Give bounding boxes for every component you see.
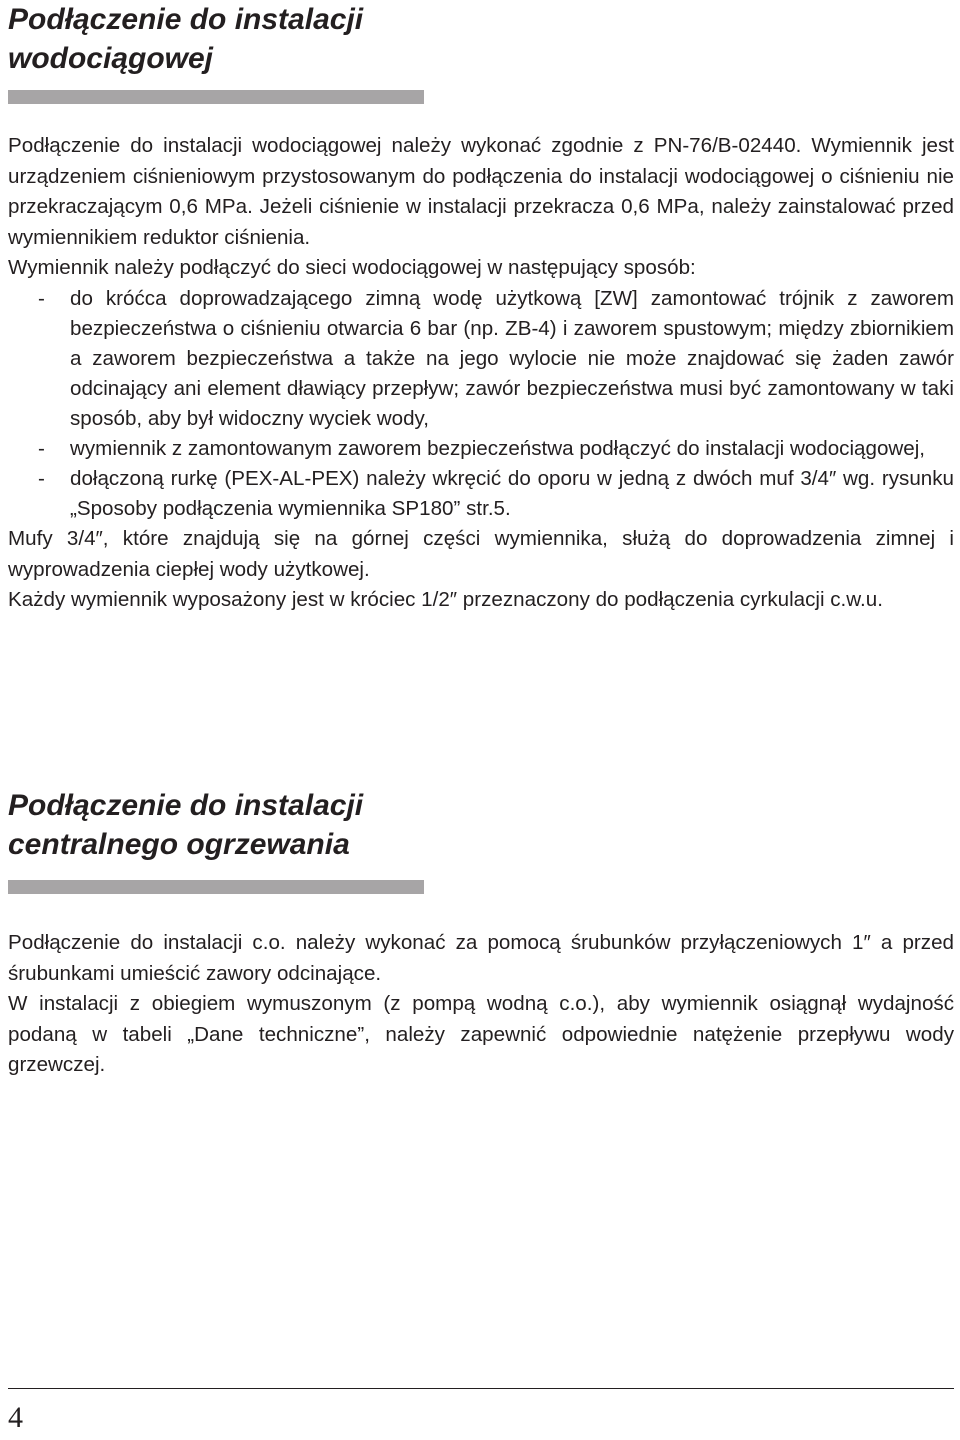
- section-title-heating: [8, 786, 363, 864]
- section-title-line: wodociągowej: [8, 42, 214, 75]
- section-title-underline: [8, 90, 424, 104]
- section-body-water: [8, 131, 954, 616]
- section-title-line: Podłączenie do instalacji: [8, 789, 364, 822]
- list-item: [8, 284, 954, 434]
- list-item-text: dołączoną rurkę (PEX-AL-PEX) należy wkręcić do oporu w jedną z dwóch muf 3/4″ wg. rysunku „Sposoby podłączenia wymiennika SP180” str.5.: [70, 466, 954, 520]
- section-body-heating: [8, 928, 954, 1081]
- section-title-line: Podłączenie do instalacji: [8, 3, 364, 36]
- list-item-text: do króćca doprowadzającego zimną wodę użytkową [ZW] zamontować trójnik z zaworem bezpieczeństwa o ciśnieniu otwarcia 6 bar (np. ZB-4) i zaworem spustowym; między zbiornikiem a zaworem bezpieczeństwa a także na jego wylocie nie może znajdować się żaden zawór odcinający ani element dławiący przepływ; zawór bezpieczeństwa musi być zamontowany w taki sposób, aby był widoczny wyciek wody,: [70, 286, 954, 430]
- connection-steps-list: [8, 284, 954, 524]
- manual-page: [8, 0, 954, 1440]
- body-paragraph: Każdy wymiennik wyposażony jest w króciec 1/2″ przeznaczony do podłączenia cyrkulacji c.w.u.: [8, 588, 883, 612]
- list-marker: -: [38, 286, 45, 310]
- list-item: [8, 434, 954, 464]
- body-paragraph: Podłączenie do instalacji wodociągowej należy wykonać zgodnie z PN-76/B-02440. Wymiennik jest urządzeniem ciśnieniowym przystosowanym do podłączenia do instalacji wodociągowej o ciśnieniu nie przekraczającym 0,6 MPa. Jeżeli ciśnienie w instalacji przekracza 0,6 MPa, należy zainstalować przed wymiennikiem reduktor ciśnienia.: [8, 134, 954, 249]
- section-title-line: centralnego ogrzewania: [8, 828, 350, 861]
- page-number: 4: [8, 1401, 23, 1434]
- footer-divider: [8, 1388, 954, 1389]
- body-paragraph: Podłączenie do instalacji c.o. należy wykonać za pomocą śrubunków przyłączeniowych 1″ a przed śrubunkami umieścić zawory odcinające.: [8, 931, 954, 985]
- list-item-text: wymiennik z zamontowanym zaworem bezpieczeństwa podłączyć do instalacji wodociągowej,: [70, 436, 926, 460]
- body-paragraph: Mufy 3/4″, które znajdują się na górnej części wymiennika, służą do doprowadzenia zimnej i wyprowadzenia ciepłej wody użytkowej.: [8, 526, 954, 581]
- body-paragraph: W instalacji z obiegiem wymuszonym (z pompą wodną c.o.), aby wymiennik osiągnął wydajność podaną w tabeli „Dane techniczne”, należy zapewnić odpowiednie natężenie przepływu wody grzewczej.: [8, 992, 954, 1077]
- body-paragraph: Wymiennik należy podłączyć do sieci wodociągowej w następujący sposób:: [8, 256, 696, 280]
- list-item: [8, 464, 954, 524]
- list-marker: -: [38, 436, 45, 460]
- list-marker: -: [38, 466, 45, 490]
- section-title-underline: [8, 880, 424, 894]
- section-title-water: [8, 0, 363, 78]
